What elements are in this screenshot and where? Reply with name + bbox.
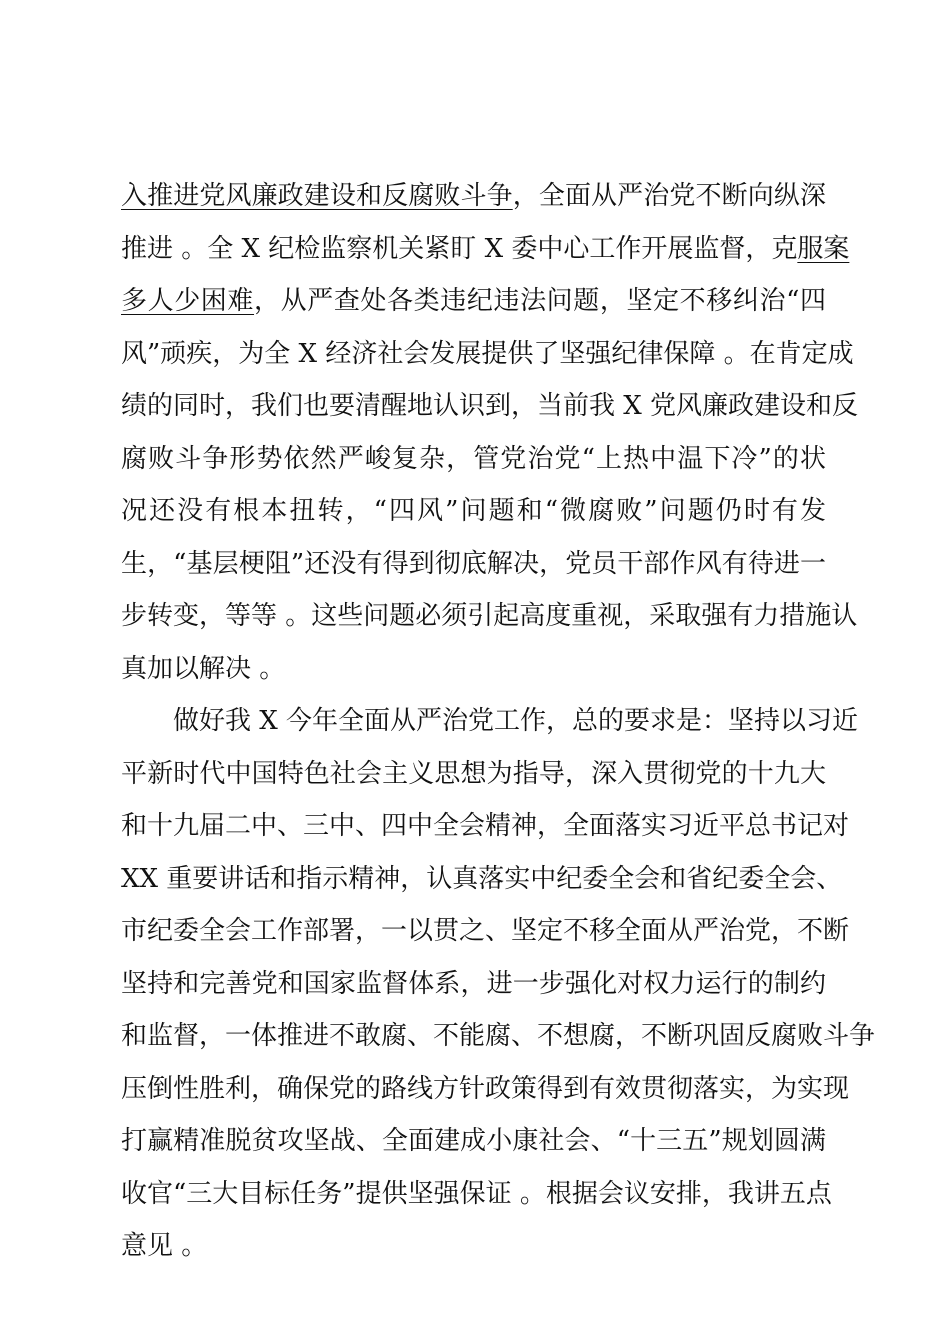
text-line: XX 重要讲话和指示精神，认真落实中纪委全会和省纪委全会、 — [121, 863, 843, 894]
text-line: 收官“三大目标任务”提供坚强保证 。根据会议安排，我讲五点 — [121, 1178, 832, 1209]
text-span: ，从严查处各类违纪违法问题，坚定不移纠治“四 — [254, 286, 826, 316]
text-line: 市纪委全会工作部署，一以贯之、坚定不移全面从严治党，不断 — [121, 916, 850, 946]
text-line: 真加以解决 。 — [121, 653, 286, 684]
paragraph-1 — [121, 170, 859, 695]
text-line: 况还没有根本扭转，“四风”问题和“微腐败”问题仍时有发 — [121, 496, 826, 526]
text-line: 和监督，一体推进不敢腐、不能腐、不想腐，不断巩固反腐败斗争 — [121, 1021, 876, 1051]
document-body — [121, 170, 876, 1273]
underlined-phrase: 多人少困难 — [121, 286, 255, 316]
text-line: 打赢精准脱贫攻坚战、全面建成小康社会、“十三五”规划圆满 — [121, 1126, 826, 1156]
text-line: 步转变，等等 。这些问题必须引起高度重视，采取强有力措施认 — [121, 601, 858, 631]
text-span: 推进 。全 X 纪检监察机关紧盯 X 委中心工作开展监督，克 — [121, 233, 798, 264]
text-span: ，全面从严治党不断向纵深 — [512, 181, 826, 211]
text-line: 做好我 X 今年全面从严治党工作，总的要求是：坚持以习近 — [173, 706, 859, 736]
text-line: 生，“基层梗阻”还没有得到彻底解决，党员干部作风有待进一 — [121, 548, 826, 579]
paragraph-2 — [121, 695, 876, 1273]
underlined-phrase: 入推进党风廉政建设和反腐败斗争 — [121, 181, 513, 211]
text-line — [121, 170, 826, 223]
text-line: 坚持和完善党和国家监督体系，进一步强化对权力运行的制约 — [121, 968, 826, 999]
text-line — [121, 223, 850, 276]
text-line: 和十九届二中、三中、四中全会精神，全面落实习近平总书记对 — [121, 811, 850, 841]
text-line: 风”顽疾，为全 X 经济社会发展提供了坚强纪律保障 。在肯定成 — [121, 338, 854, 369]
text-line: 绩的同时，我们也要清醒地认识到，当前我 X 党风廉政建设和反 — [121, 391, 859, 421]
text-line — [121, 275, 826, 328]
text-line: 意见 。 — [121, 1231, 208, 1261]
text-line: 压倒性胜利，确保党的路线方针政策得到有效贯彻落实，为实现 — [121, 1073, 850, 1104]
text-line: 平新时代中国特色社会主义思想为指导，深入贯彻党的十九大 — [121, 758, 826, 789]
text-line: 腐败斗争形势依然严峻复杂，管党治党“上热中温下冷”的状 — [121, 443, 826, 474]
underlined-phrase: 服案 — [797, 233, 850, 264]
